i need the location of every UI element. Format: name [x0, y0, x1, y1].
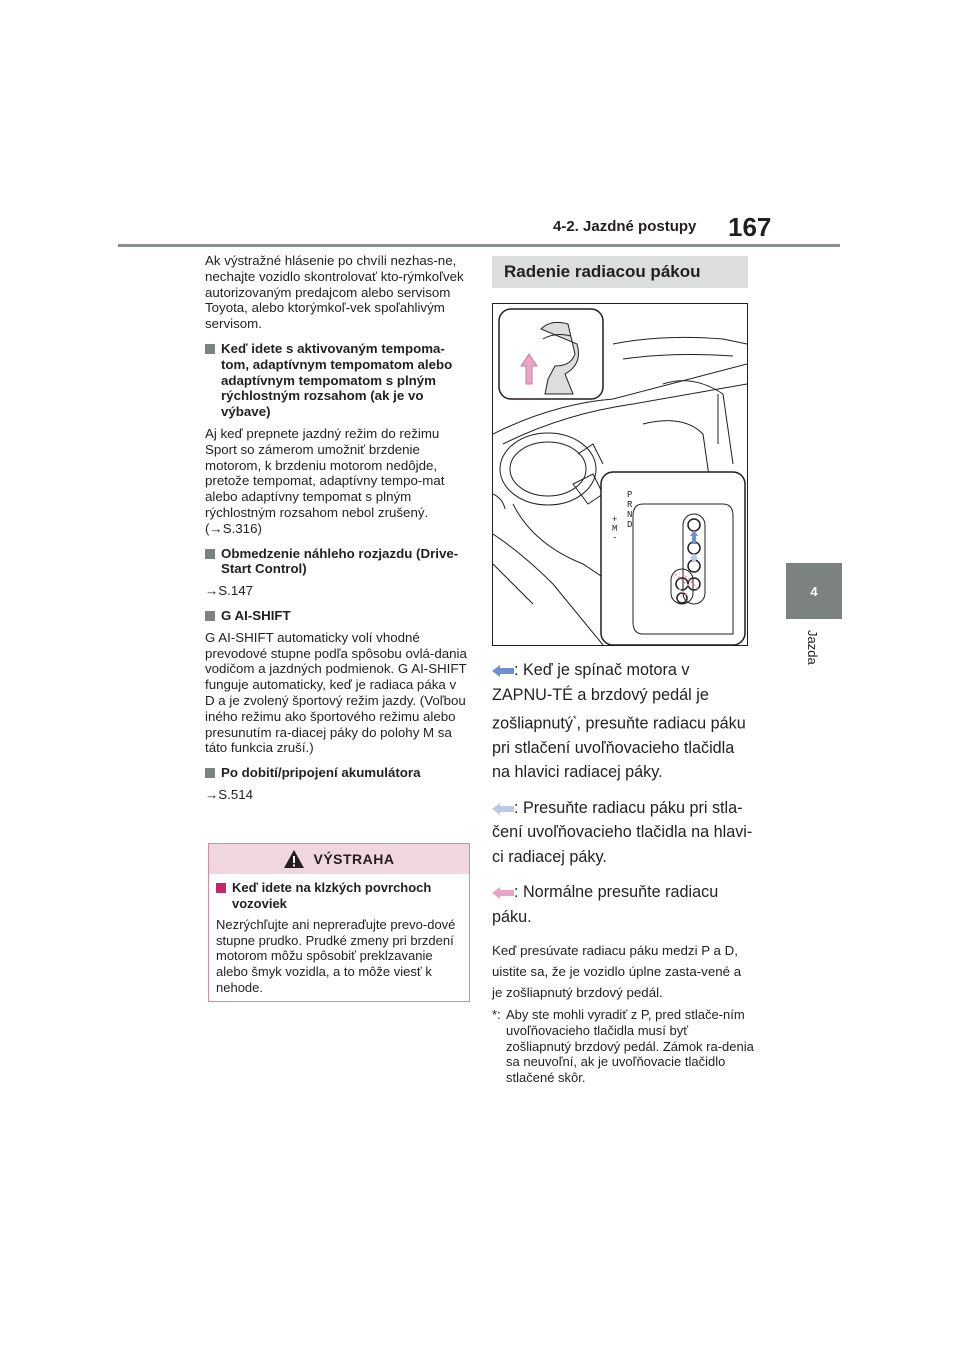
manual-labels [612, 516, 617, 543]
legend-item-light-arrow [492, 796, 754, 870]
heading-drive-start-control [205, 546, 467, 578]
warning-heading-text: Keď idete na klzkých povrchoch vozoviek [232, 880, 432, 911]
footnote-marker: *: [492, 1007, 501, 1023]
right-column [492, 658, 754, 1085]
heading-battery [205, 765, 467, 781]
legend-text-1-tail: , presuňte radiacu páku pri stlačení uvoľňovacieho tlačidla na hlavici radiacej páky. [492, 714, 746, 782]
section-title: Radenie radiacou pákou [492, 256, 748, 288]
page-reference: →S.147 [205, 583, 254, 599]
cruise-control-paragraph: Aj keď prepnete jazdný režim do režimu Sport so zámerom umožniť brzdenie motorom, k brzdeniu motorom nedôjde, pretože tempomat, adaptívny tempo-mat alebo adaptívny tempomat s plným rýchlostným rozsahom nebol zrušený. (→S.316) [205, 425, 445, 536]
page-number: 167 [728, 212, 772, 242]
gear-m-label: M [612, 524, 618, 534]
heading-text: Keď idete s aktivovaným tempoma-tom, adaptívnym tempomatom alebo adaptívnym tempomatom s plným rýchlostným rozsahom (ak je vo výbave) [221, 340, 453, 420]
chapter-tab: 4 [786, 563, 842, 619]
warning-title: VÝSTRAHA [313, 851, 395, 867]
chapter-label-text: Jazda [805, 630, 820, 665]
heading-g-ai-shift [205, 608, 467, 624]
gear-d-label: D [627, 520, 633, 530]
square-bullet-icon [205, 344, 215, 354]
gear-labels [627, 490, 632, 530]
gear-p-label: P [627, 490, 633, 500]
arrow-left-light-icon [492, 803, 514, 815]
left-column [205, 253, 467, 812]
arrow-left-pink-icon [492, 887, 514, 899]
heading-text: G AI-SHIFT [221, 607, 291, 623]
heading-cruise-control [205, 341, 467, 420]
warning-box [208, 843, 470, 1002]
page-reference: →S.514 [205, 786, 254, 802]
warning-heading [216, 880, 462, 911]
legend-text-3: : Normálne presuňte radiacu páku. [492, 883, 719, 926]
gear-minus-label: - [612, 533, 618, 543]
legend-item-dark-arrow [492, 658, 754, 785]
legend-text-1: : Keď je spínač motora v ZAPNU-TÉ a brzdový pedál je zošliapnutý [492, 661, 709, 733]
heading-text: Po dobití/pripojení akumulátora [221, 765, 421, 781]
header-rule [118, 244, 840, 247]
chapter-label [790, 630, 838, 690]
g-ai-shift-paragraph: G AI-SHIFT automaticky volí vhodné prevodové stupne podľa spôsobu ovlá-dania vodičom a jazdných podmienok. G AI-SHIFT funguje automaticky, keď je radiaca páka v D a je zvolený športový režim jazdy. (Voľbou iného režimu ako športového režimu alebo presunutím ra-diacej páky do polohy M sa táto funkcia zruší.) [205, 629, 467, 756]
warning-header [209, 844, 469, 874]
legend-item-pink-arrow [492, 880, 754, 929]
footnote [492, 1007, 754, 1085]
footnote-text: Aby ste mohli vyradiť z P, pred stlače-ním uvoľňovacieho tlačidla musí byť zošliapnutý brzdový pedál. Zámok ra-denia sa neuvoľní, ak je uvoľňovacie tlačidlo stlačené skôr. [506, 1007, 754, 1085]
interior-illustration [493, 304, 747, 645]
note-paragraph: Keď presúvate radiacu páku medzi P a D, uistite sa, že je vozidlo úplne zasta-vené a je zošliapnutý brzdový pedál. [492, 943, 742, 1001]
warning-body [209, 874, 469, 995]
gear-plus-label: + [612, 515, 618, 525]
warning-text: Nezrýchľujte ani nepreraďujte prevo-dové stupne prudko. Prudké zmeny pri brzdení motorom môžu spôsobiť preklzavanie alebo šmyk vozidla, a to môže viesť k nehode. [216, 917, 456, 995]
legend-text-2: : Presuňte radiacu páku pri stla-čení uvoľňovacieho tlačidla na hlavi-ci radiacej páky. [492, 798, 753, 866]
header-section-title: 4-2. Jazdné postupy [553, 218, 697, 235]
arrow-left-dark-icon [492, 665, 514, 677]
gear-shift-illustration [492, 303, 748, 646]
gear-n-label: N [627, 510, 633, 520]
square-bullet-icon [205, 611, 215, 621]
square-bullet-icon [216, 883, 226, 893]
intro-paragraph: Ak výstražné hlásenie po chvíli nezhas-ne, nechajte vozidlo skontrolovať kto-rýmkoľvek autorizovaným predajcom alebo servisom Toyota, alebo ktorýmkoľ-vek spoľahlivým servisom. [205, 253, 464, 332]
gear-r-label: R [627, 500, 633, 510]
square-bullet-icon [205, 549, 215, 559]
heading-text: Obmedzenie náhleho rozjazdu (Drive-Start Control) [221, 545, 459, 577]
square-bullet-icon [205, 768, 215, 778]
footnote-star: * [573, 714, 577, 724]
warning-triangle-icon [283, 849, 305, 869]
